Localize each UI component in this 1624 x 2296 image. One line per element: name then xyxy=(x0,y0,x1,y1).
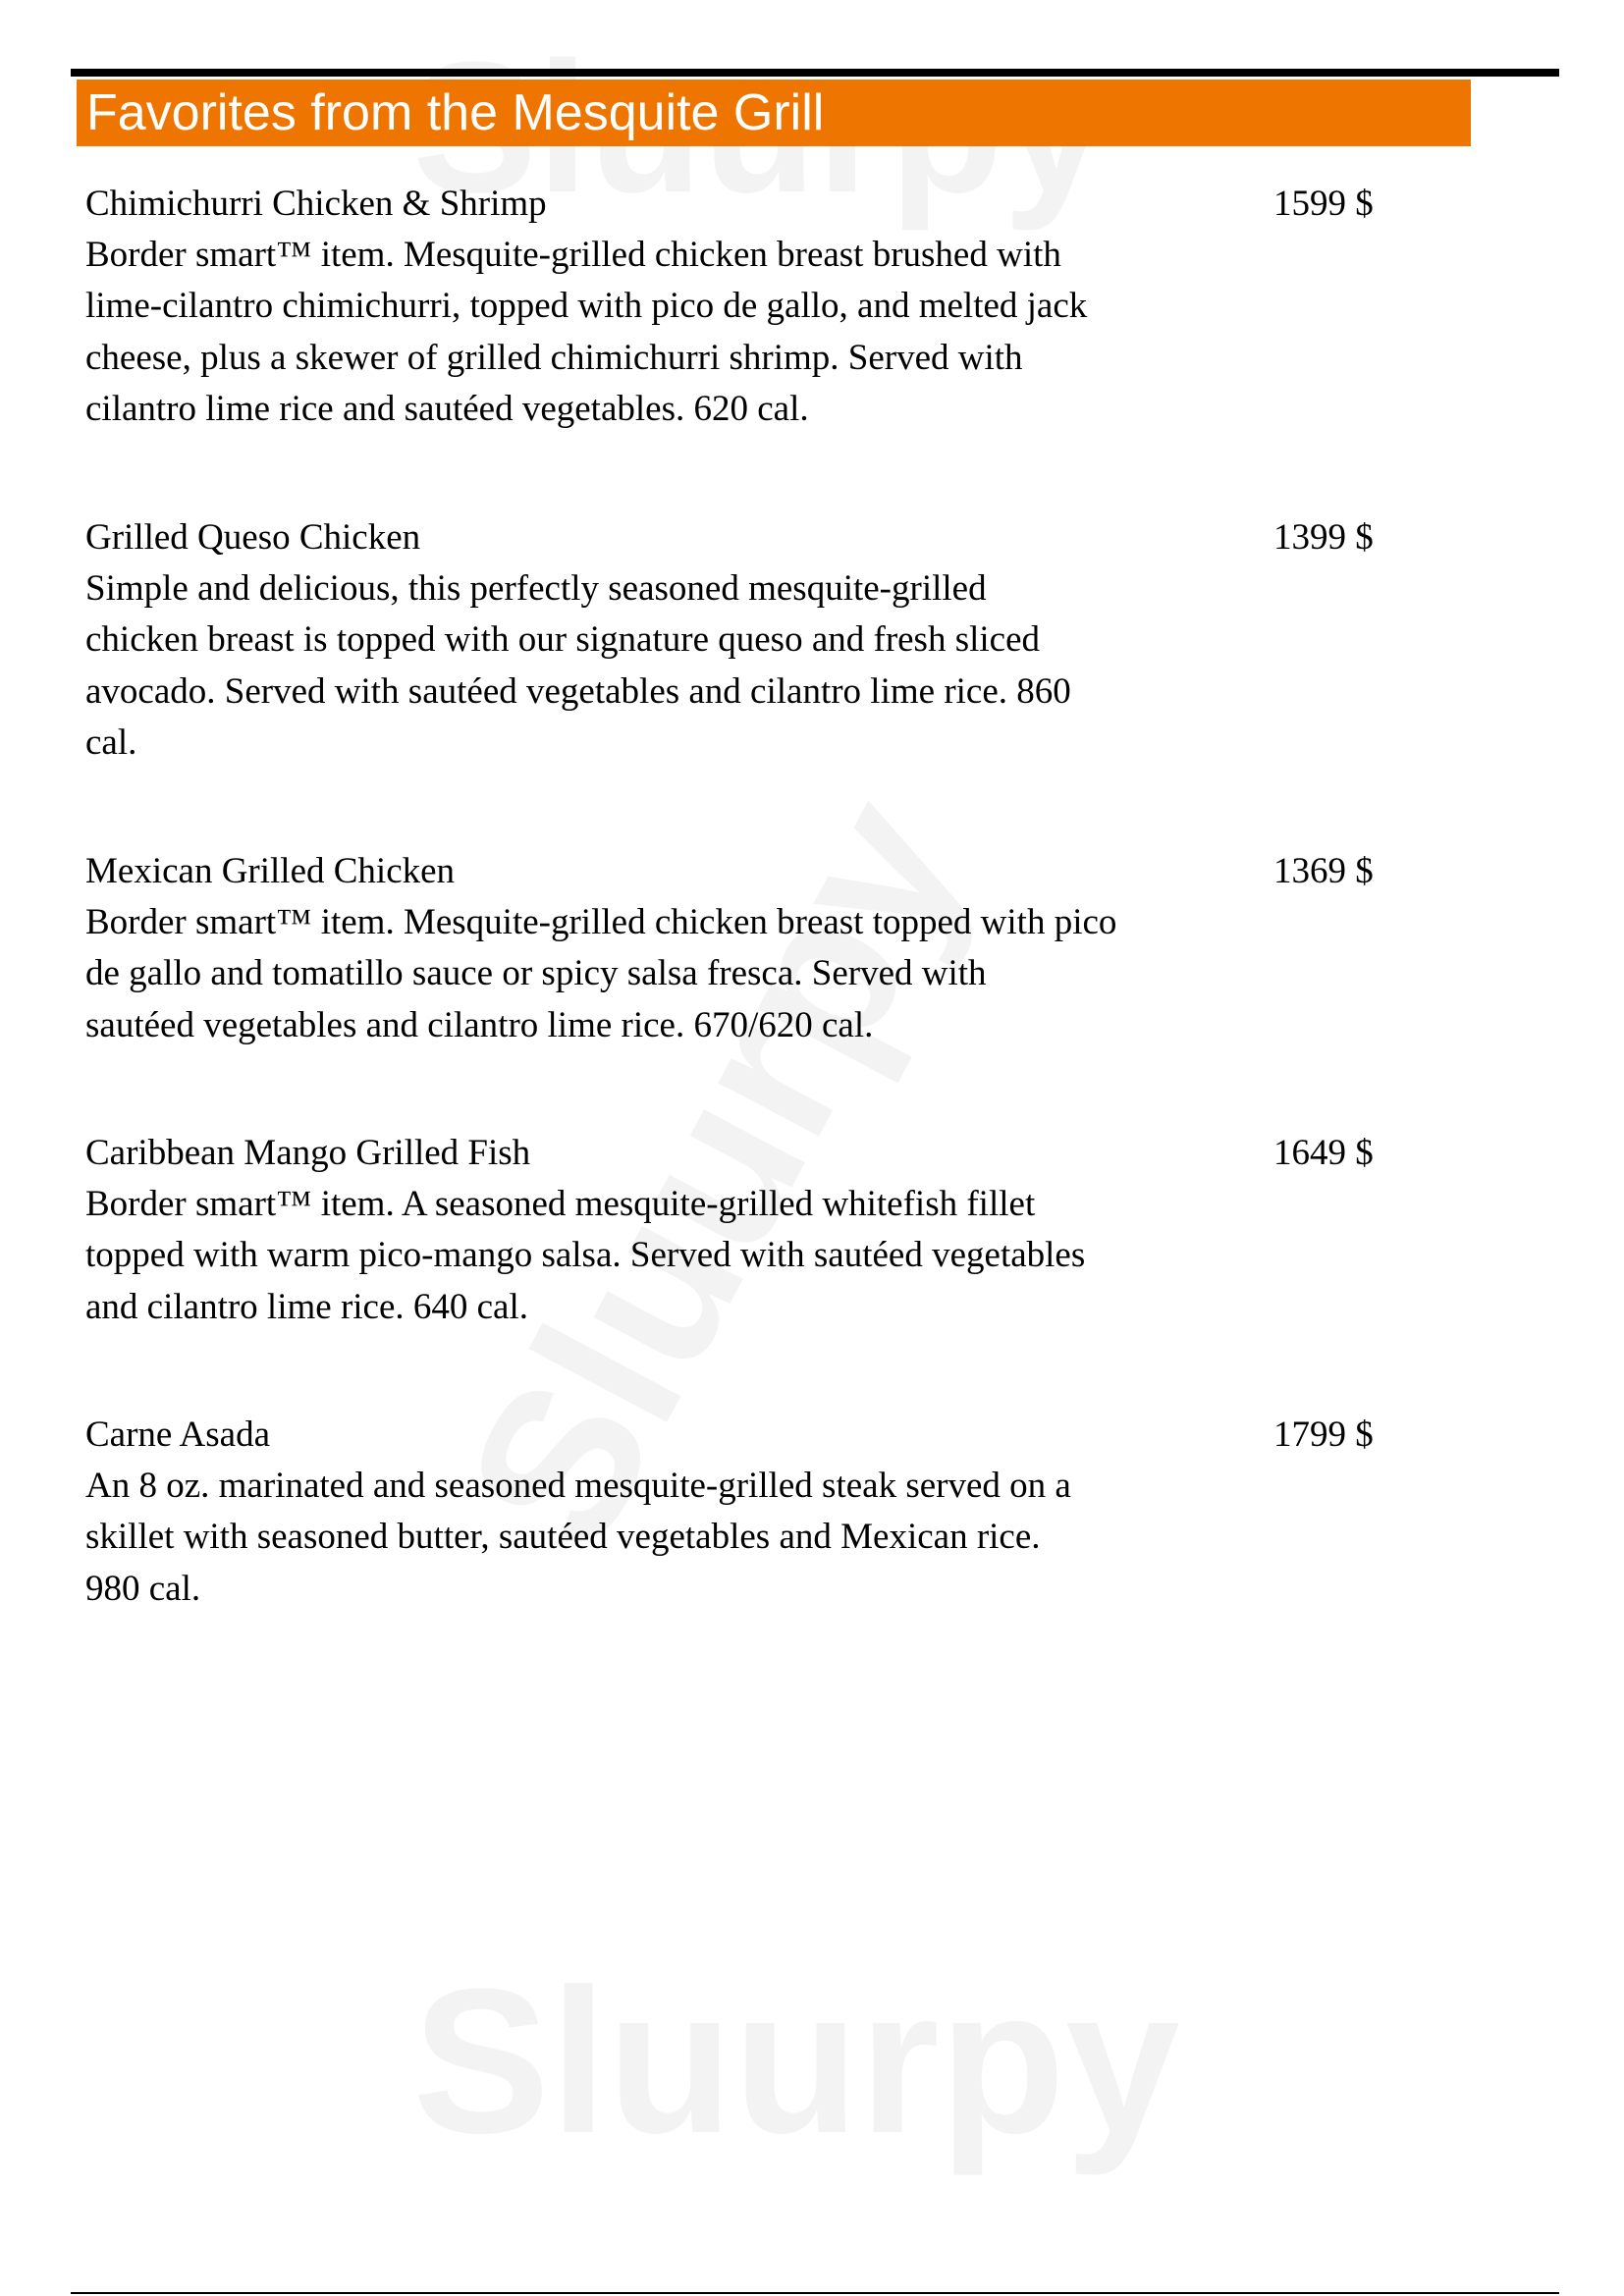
description-line: cilantro lime rice and sautéed vegetables. 620 cal. xyxy=(85,388,809,429)
menu-item-name: Grilled Queso Chicken xyxy=(85,517,421,558)
description-line: An 8 oz. marinated and seasoned mesquite-grilled steak served on a xyxy=(85,1466,1071,1506)
description-line: cal. xyxy=(85,721,137,763)
description-line: lime-cilantro chimichurri, topped with pico de gallo, and melted jack xyxy=(85,286,1088,327)
description-line: topped with warm pico-mango salsa. Served with sautéed vegetables xyxy=(85,1235,1086,1276)
description-line: chicken breast is topped with our signature queso and fresh sliced xyxy=(85,619,1041,661)
description-line: Simple and delicious, this perfectly seasoned mesquite-grilled xyxy=(85,568,987,609)
bottom-divider xyxy=(71,2292,1559,2294)
menu-item-description xyxy=(85,1179,1264,1333)
section-title: Favorites from the Mesquite Grill xyxy=(86,84,825,141)
menu-item-price: 1649 $ xyxy=(1273,1133,1374,1173)
menu-item-price: 1399 $ xyxy=(1273,517,1374,558)
description-line: and cilantro lime rice. 640 cal. xyxy=(85,1286,529,1327)
description-line: sautéed vegetables and cilantro lime rice. 670/620 cal. xyxy=(85,1004,874,1045)
description-line: Border smart™ item. Mesquite-grilled chicken breast topped with pico xyxy=(85,902,1117,942)
menu-item-price: 1369 $ xyxy=(1273,851,1374,891)
menu-item-name: Carne Asada xyxy=(85,1415,271,1455)
description-line: skillet with seasoned butter, sautéed vegetables and Mexican rice. xyxy=(85,1517,1041,1558)
menu-item-description xyxy=(85,563,1264,769)
description-line: Border smart™ item. Mesquite-grilled chicken breast brushed with xyxy=(85,235,1061,275)
description-line: cheese, plus a skewer of grilled chimichurri shrimp. Served with xyxy=(85,337,1023,378)
description-line: de gallo and tomatillo sauce or spicy salsa fresca. Served with xyxy=(85,953,987,994)
menu-item-name: Mexican Grilled Chicken xyxy=(85,851,456,891)
menu-item-description xyxy=(85,1461,1264,1615)
menu-item-price: 1799 $ xyxy=(1273,1415,1374,1455)
menu-item-name: Caribbean Mango Grilled Fish xyxy=(85,1133,531,1173)
menu-item-description xyxy=(85,230,1264,435)
menu-item-name: Chimichurri Chicken & Shrimp xyxy=(85,184,547,224)
description-line: avocado. Served with sautéed vegetables and cilantro lime rice. 860 xyxy=(85,670,1071,712)
description-line: Border smart™ item. A seasoned mesquite-grilled whitefish fillet xyxy=(85,1184,1036,1224)
description-line: 980 cal. xyxy=(85,1568,201,1609)
menu-item-description xyxy=(85,897,1264,1051)
menu-item-price: 1599 $ xyxy=(1273,184,1374,224)
